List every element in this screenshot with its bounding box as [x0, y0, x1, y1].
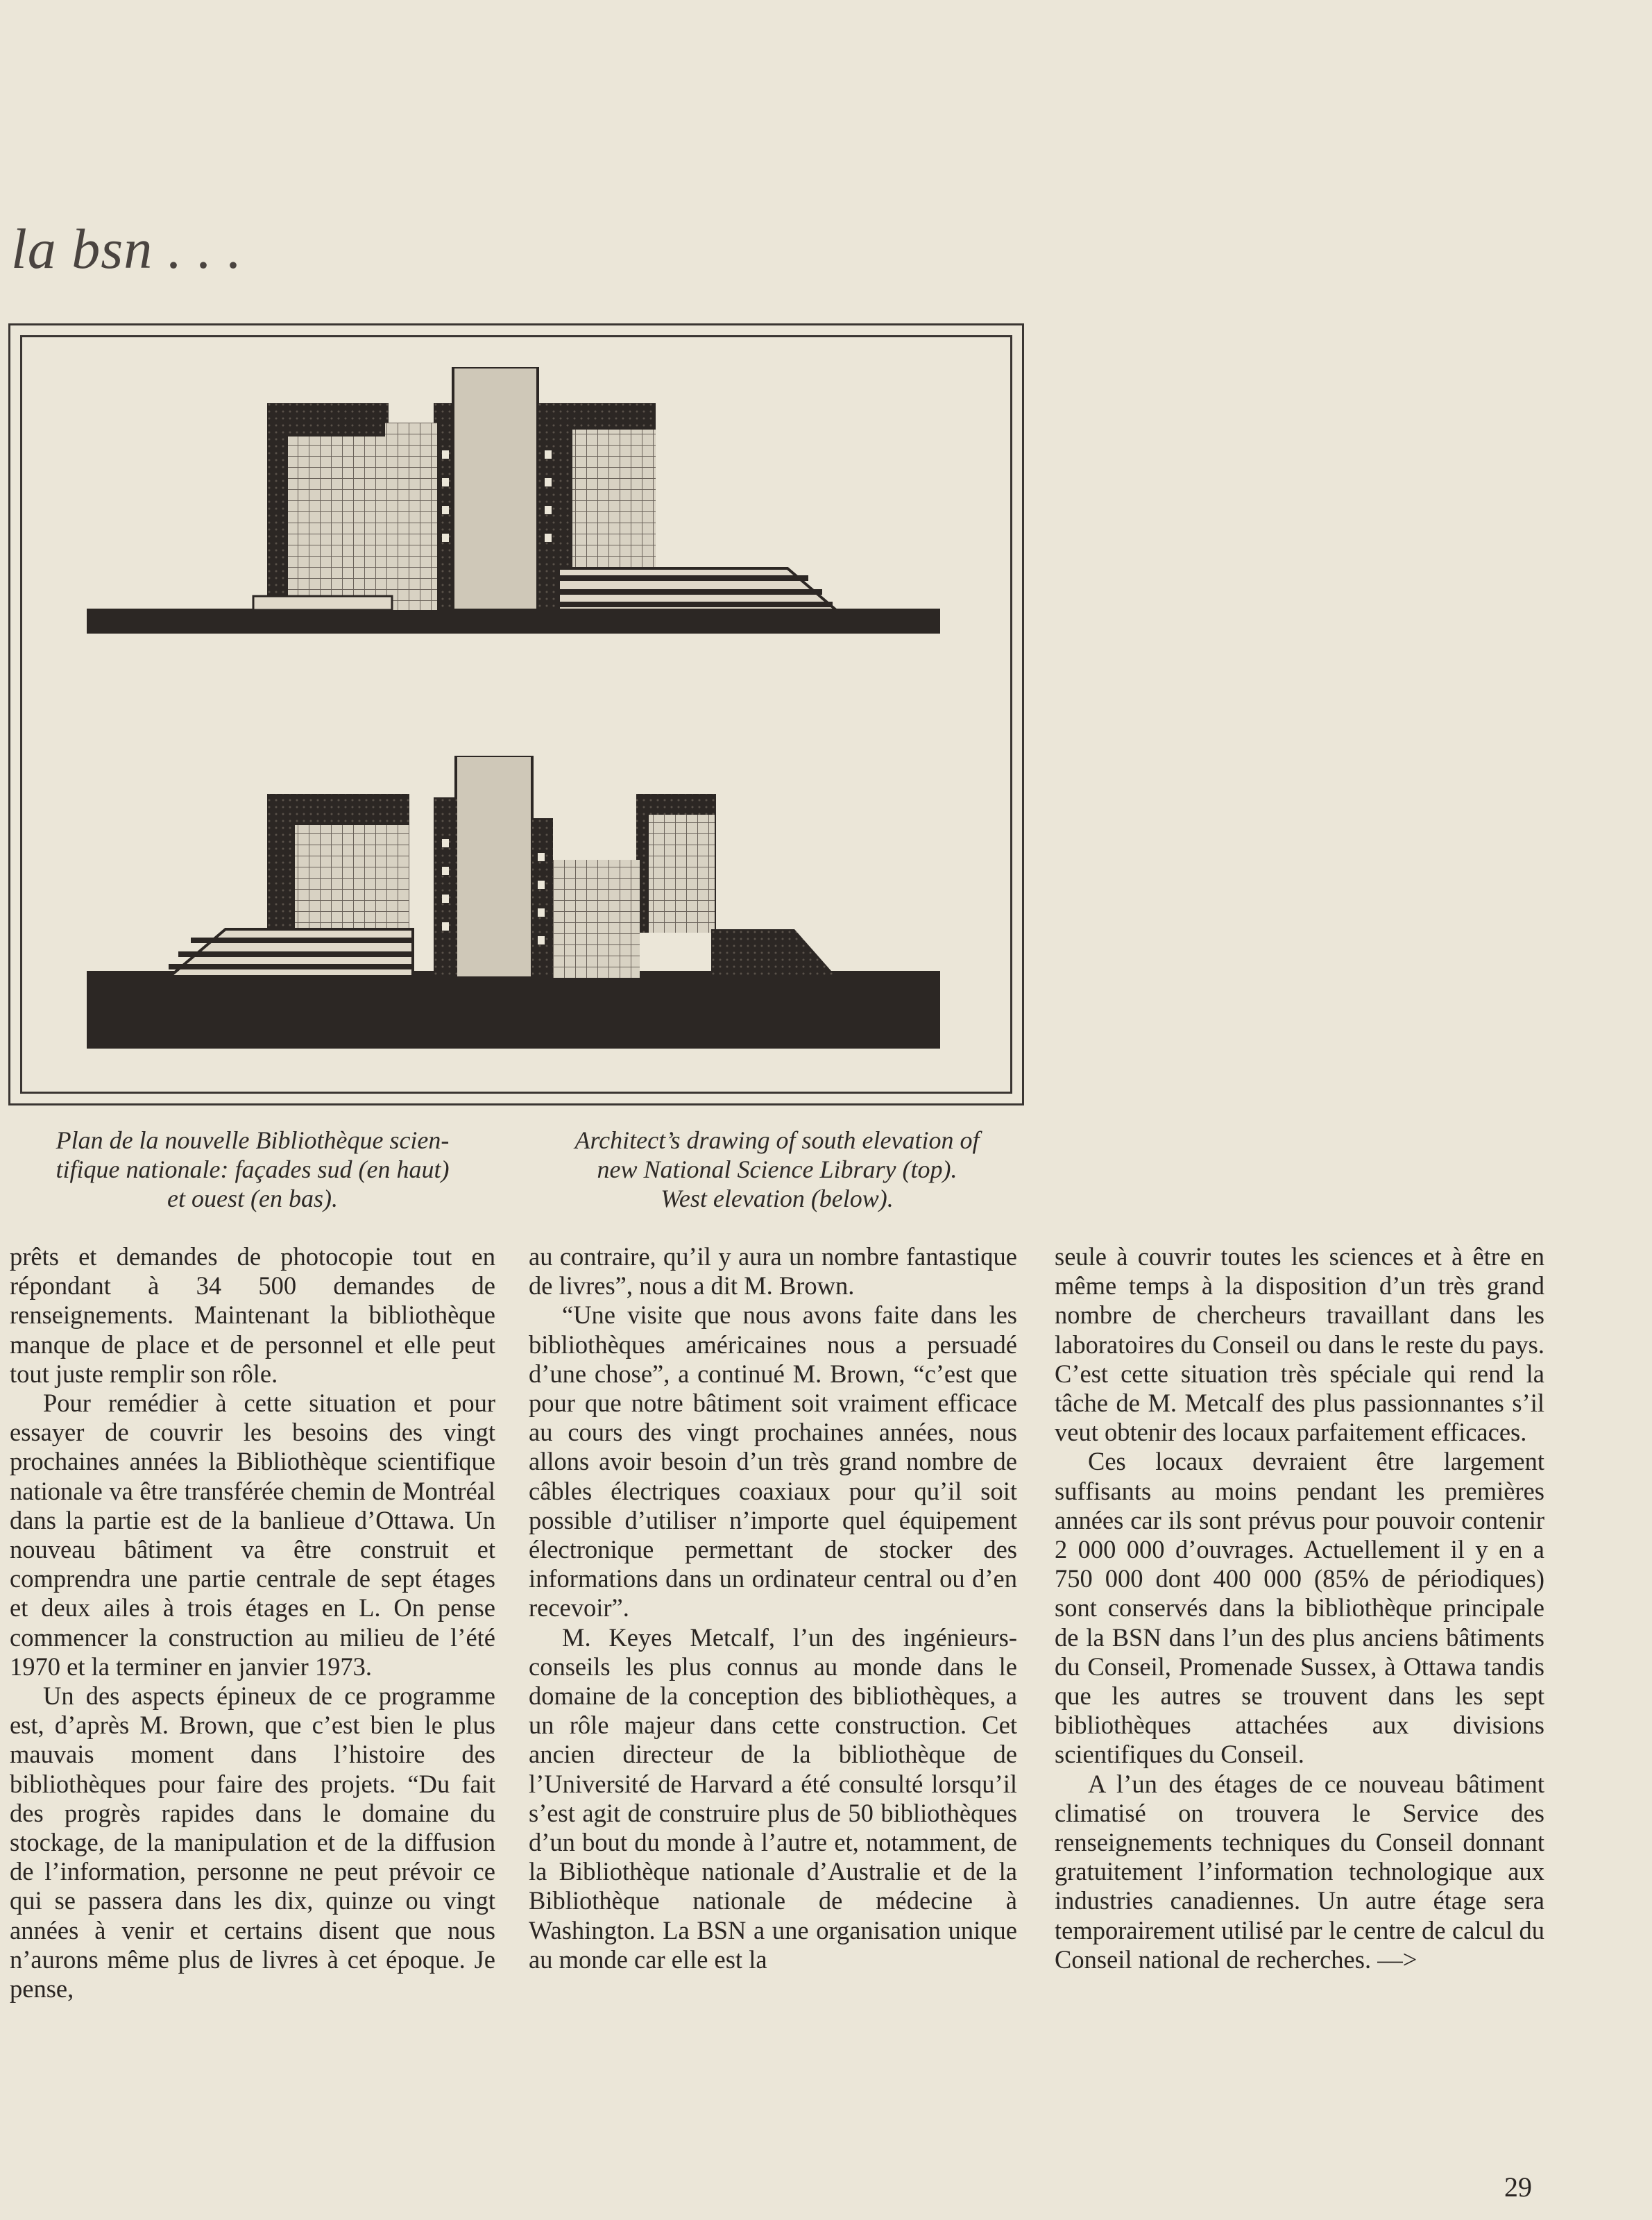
paragraph: Ces locaux devraient être largement suffisants au moins pendant les premières années car ils sont prévus pour pouvoir contenir 2 000 000 d’ouvrages. Actuellement il y en a 750 000 dont 400 000 (85% de périodiques) sont conservés dans la bibliothèque principale de la BSN dans l’un des plus anciens bâtiments du Conseil, Promenade Sussex, à Ottawa tandis que les autres se trouvent dans les sept bibliothèques attachées aux divisions scientifiques du Conseil. — [1055, 1447, 1544, 1769]
caption-line: West elevation (below). — [661, 1185, 894, 1212]
text-column-2 — [529, 1242, 1017, 1974]
west-elevation-drawing — [87, 756, 940, 1054]
paragraph: Pour remédier à cette situation et pour essayer de couvrir les besoins des vingt prochaines années la Bibliothèque scientifique nationale va être transférée chemin de Montréal dans la partie est de la banlieue d’Ottawa. Un nouveau bâtiment va être construit et comprendra une partie centrale de sept étages et deux ailes à trois étages en L. On pense commencer la construction au milieu de l’été 1970 et la terminer en janvier 1973. — [10, 1389, 495, 1681]
caption-line: Plan de la nouvelle Bibliothèque scien- — [56, 1126, 450, 1154]
paragraph: seule à couvrir toutes les sciences et à être en même temps à la disposition d’un très grand nombre de chercheurs travaillant dans les laboratoires du Conseil ou dans le reste du pays. C’est cette situation très spéciale qui rend la tâche de M. Metcalf des plus passionnantes s’il veut obtenir des locaux parfaitement efficaces. — [1055, 1242, 1544, 1447]
figure-caption-english — [527, 1126, 1027, 1213]
page-number: 29 — [1504, 2171, 1532, 2203]
paragraph: M. Keyes Metcalf, l’un des ingénieurs-conseils les plus connus au monde dans le domaine de la conception des bibliothèques, a un rôle majeur dans cette construction. Cet ancien directeur de la bibliothèque de l’Université de Harvard a été consulté lorsqu’il s’est agit de construire plus de 50 bibliothèques d’un bout du monde à l’autre et, notamment, de la Bibliothèque nationale d’Australie et de la Bibliothèque nationale de médecine à Washington. La BSN a une organisation unique au monde car elle est la — [529, 1622, 1017, 1974]
text-column-3 — [1055, 1242, 1544, 1974]
figure-caption-french — [10, 1126, 495, 1213]
text-column-1 — [10, 1242, 495, 2003]
figure-frame — [8, 323, 1024, 1105]
caption-line: tifique nationale: façades sud (en haut) — [56, 1155, 450, 1183]
south-elevation-drawing — [87, 367, 940, 666]
paragraph: Un des aspects épineux de ce programme est, d’après M. Brown, que c’est bien le plus mauvais moment dans l’histoire des bibliothèques pour faire des projets. “Du fait des progrès rapides dans le domaine du stockage, de la manipulation et de la diffusion de l’information, personne ne peut prévoir ce qui se passera dans les dix, quinze ou vingt années à venir et certains disent que nous n’aurons même plus de livres à cet époque. Je pense, — [10, 1681, 495, 2003]
section-title: la bsn . . . — [11, 217, 243, 280]
caption-line: Architect’s drawing of south elevation of — [574, 1126, 980, 1154]
caption-line: new National Science Library (top). — [597, 1155, 957, 1183]
paragraph: A l’un des étages de ce nouveau bâtiment climatisé on trouvera le Service des renseignements techniques du Conseil donnant gratuitement l’information technologique aux industries canadiennes. Un autre étage sera temporairement utilisé par le centre de calcul du Conseil national de recherches. —> — [1055, 1769, 1544, 1974]
paragraph: au contraire, qu’il y aura un nombre fantastique de livres”, nous a dit M. Brown. — [529, 1242, 1017, 1300]
caption-line: et ouest (en bas). — [167, 1185, 338, 1212]
paragraph: prêts et demandes de photocopie tout en répondant à 34 500 demandes de renseignements. Maintenant la bibliothèque manque de place et de personnel et elle peut tout juste remplir son rôle. — [10, 1242, 495, 1388]
paragraph: “Une visite que nous avons faite dans les bibliothèques américaines nous a persuadé d’une chose”, a continué M. Brown, “c’est que pour que notre bâtiment soit vraiment efficace au cours des vingt prochaines années, nous allons avoir besoin d’un très grand nombre de câbles électriques coaxiaux pour qu’il soit possible d’utiliser n’importe quel équipement électronique permettant de stocker des informations dans un ordinateur central ou d’en recevoir”. — [529, 1300, 1017, 1622]
